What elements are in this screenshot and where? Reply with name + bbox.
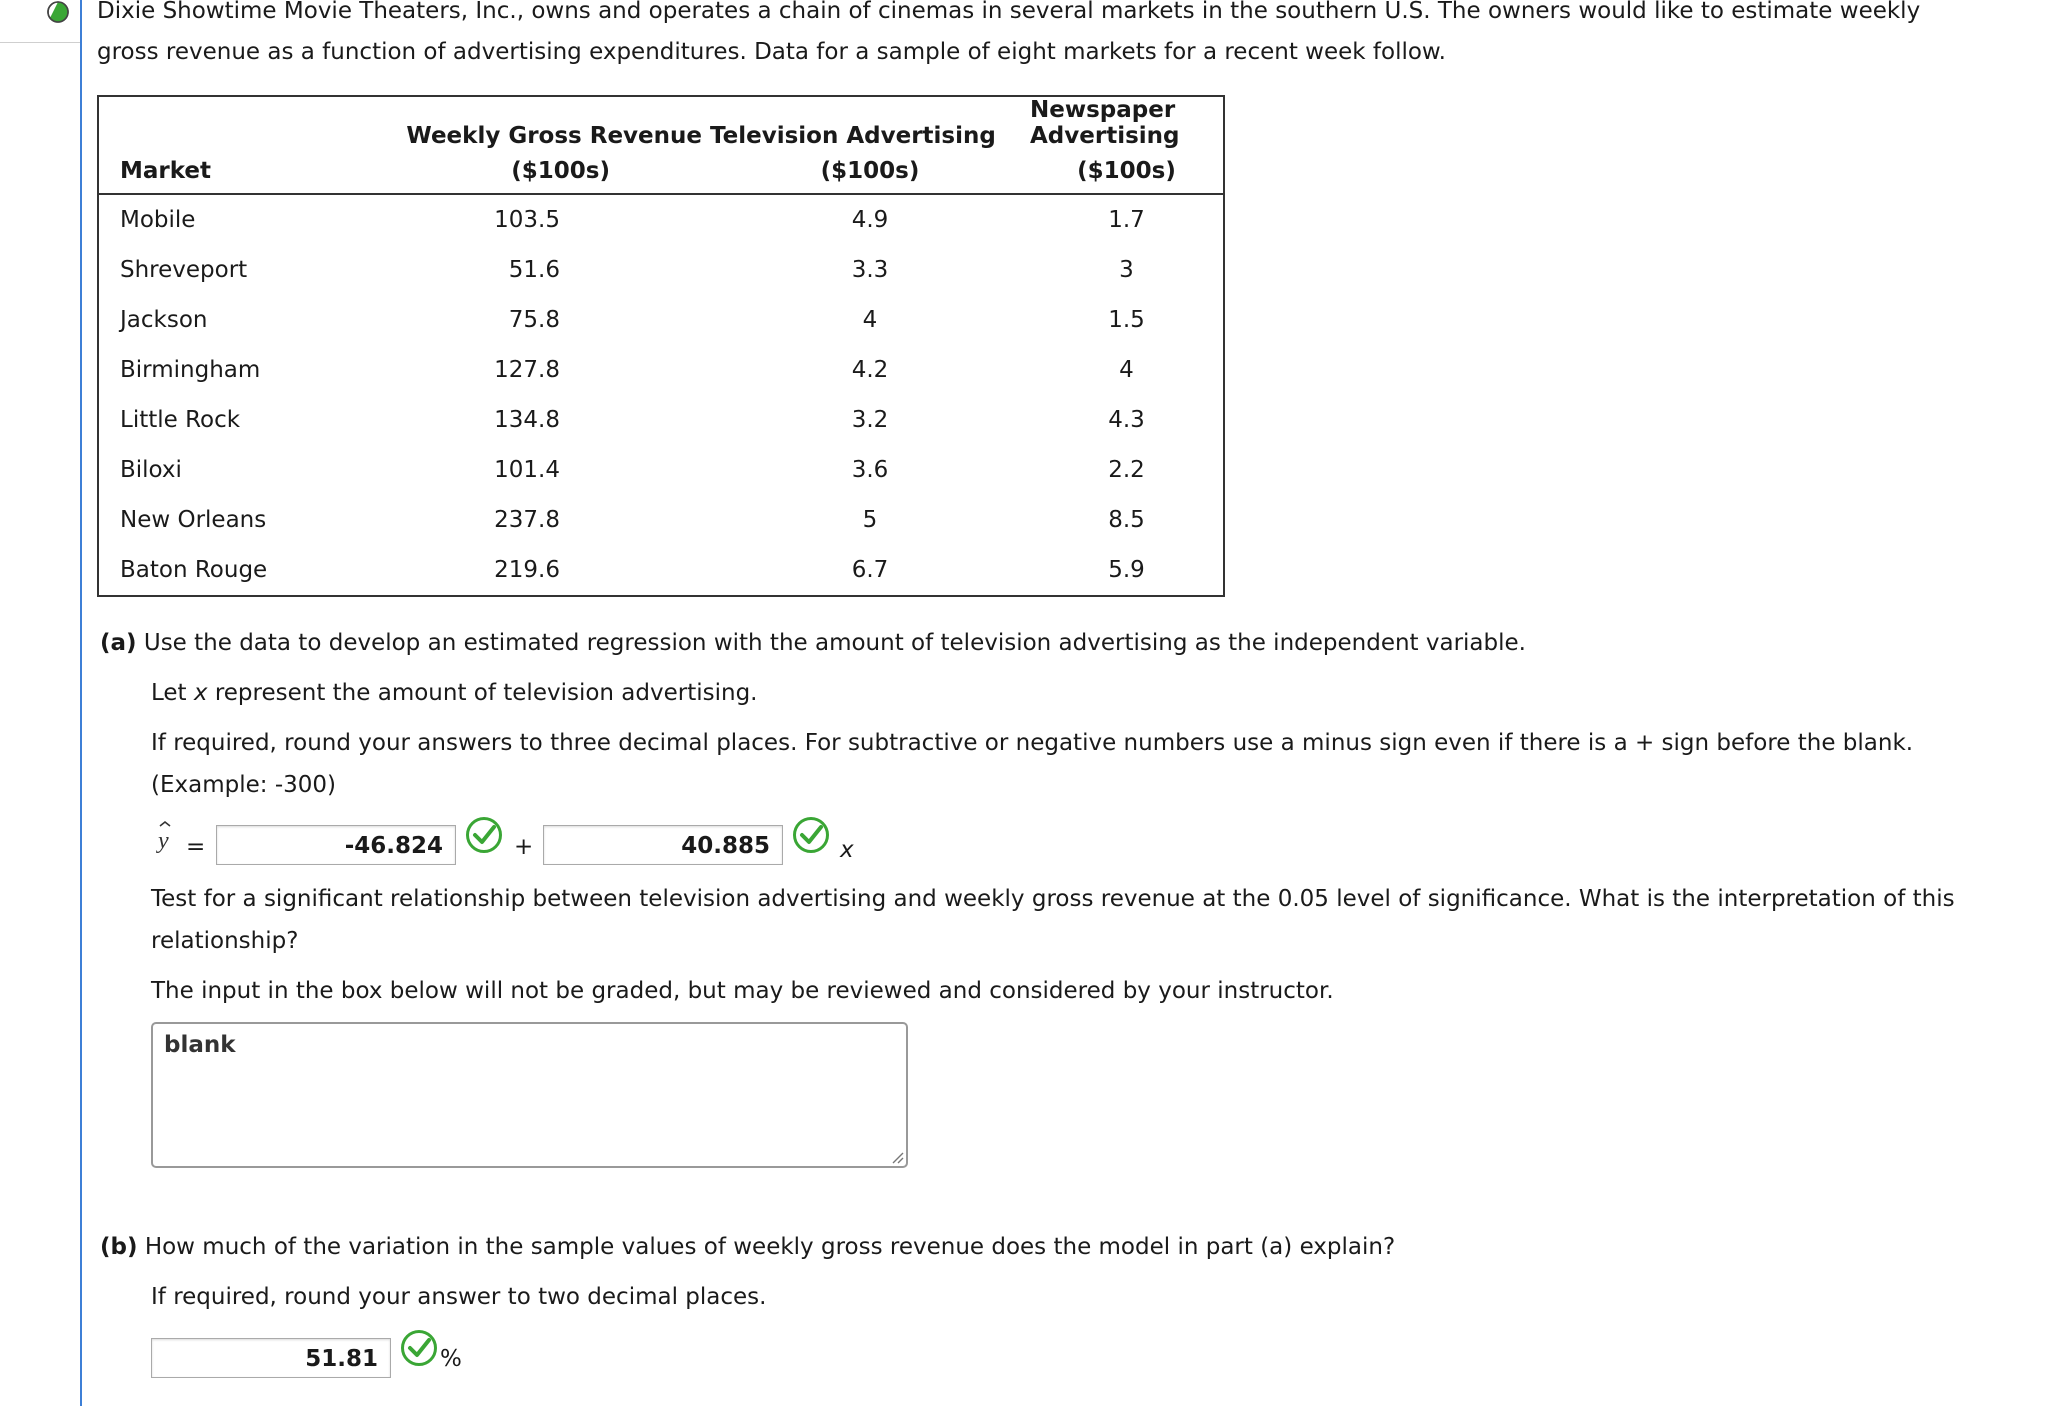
equals-sign: = bbox=[186, 834, 206, 860]
market-cell: Jackson bbox=[120, 307, 208, 333]
newspaper-cell: 1.5 bbox=[1108, 307, 1145, 333]
correct-check-icon bbox=[792, 816, 830, 854]
revenue-cell: 75.8 bbox=[508, 307, 560, 333]
table-header-row bbox=[98, 149, 1224, 194]
tv-cell: 4 bbox=[862, 307, 878, 333]
market-cell: Mobile bbox=[120, 207, 196, 233]
header-cell: Newspaper Advertising bbox=[1030, 97, 1180, 149]
not-graded-note: The input in the box below will not be graded, but may be reviewed and considered by your instructor. bbox=[151, 978, 1334, 1004]
revenue-cell: 237.8 bbox=[494, 507, 560, 533]
table-row bbox=[98, 295, 1224, 345]
newspaper-cell: 4 bbox=[1119, 357, 1134, 383]
header-cell-units: ($100s) bbox=[1030, 149, 1224, 194]
intro-text-line2: gross revenue as a function of advertising expenditures. Data for a sample of eight markets for a recent week follow. bbox=[97, 39, 1446, 65]
market-cell: Baton Rouge bbox=[120, 557, 268, 583]
tv-cell: 6.7 bbox=[851, 557, 889, 583]
revenue-cell: 51.6 bbox=[508, 257, 560, 283]
gutter-divider bbox=[0, 42, 80, 43]
tv-cell: 4.9 bbox=[851, 207, 889, 233]
textarea-content: blank bbox=[164, 1032, 236, 1058]
intercept-answer-field[interactable]: -46.824 bbox=[216, 825, 456, 865]
correct-check-icon bbox=[465, 816, 503, 854]
test-question-line1: Test for a significant relationship between television advertising and weekly gross revenue at the 0.05 level of significance. What is the interpretation of this bbox=[151, 886, 1955, 912]
revenue-cell: 103.5 bbox=[494, 207, 560, 233]
market-cell: Little Rock bbox=[120, 407, 241, 433]
table-row bbox=[98, 495, 1224, 545]
left-gutter-line bbox=[80, 0, 82, 1406]
table-row bbox=[98, 245, 1224, 295]
tv-cell: 5 bbox=[862, 507, 878, 533]
table-row bbox=[98, 545, 1224, 596]
table-row bbox=[98, 395, 1224, 445]
partial-correct-icon bbox=[46, 0, 70, 24]
part-b-rounding: If required, round your answer to two decimal places. bbox=[151, 1284, 767, 1310]
interpretation-textarea[interactable] bbox=[151, 1022, 908, 1168]
plus-sign: + bbox=[514, 834, 534, 860]
revenue-cell: 101.4 bbox=[494, 457, 560, 483]
part-b-question bbox=[100, 1226, 1395, 1268]
tv-cell: 3.2 bbox=[851, 407, 889, 433]
newspaper-cell: 2.2 bbox=[1108, 457, 1145, 483]
newspaper-cell: 8.5 bbox=[1108, 507, 1145, 533]
data-table bbox=[97, 95, 1225, 597]
revenue-cell: 127.8 bbox=[494, 357, 560, 383]
x-symbol: x bbox=[840, 837, 854, 863]
table-header-row bbox=[98, 96, 1224, 149]
market-cell: New Orleans bbox=[120, 507, 267, 533]
part-a-let-line bbox=[151, 672, 757, 714]
part-a-rounding-line1: If required, round your answers to three decimal places. For subtractive or negative numbers use a minus sign even if there is a + sign before the blank. bbox=[151, 730, 1914, 756]
part-b-label: (b) bbox=[100, 1234, 138, 1260]
part-b-question-text: How much of the variation in the sample values of weekly gross revenue does the model in part (a) explain? bbox=[144, 1234, 1396, 1260]
percent-unit: % bbox=[440, 1346, 462, 1372]
table-row bbox=[98, 445, 1224, 495]
svg-text:y: y bbox=[158, 828, 169, 854]
y-hat-symbol bbox=[154, 820, 176, 856]
revenue-cell: 219.6 bbox=[494, 557, 560, 583]
tv-cell: 4.2 bbox=[851, 357, 889, 383]
table-row bbox=[98, 345, 1224, 395]
market-cell: Biloxi bbox=[120, 457, 182, 483]
intro-text-line1: Dixie Showtime Movie Theaters, Inc., owns and operates a chain of cinemas in several markets in the southern U.S. The owners would like to estimate weekly bbox=[97, 0, 1921, 24]
tv-cell: 3.6 bbox=[851, 457, 889, 483]
header-cell: Weekly Gross Revenue bbox=[406, 123, 702, 149]
part-a-rounding-line2: (Example: -300) bbox=[151, 772, 336, 798]
newspaper-cell: 3 bbox=[1119, 257, 1134, 283]
part-a-question-text: Use the data to develop an estimated regression with the amount of television advertising as the independent variable. bbox=[143, 630, 1526, 656]
resize-handle-icon[interactable] bbox=[890, 1150, 904, 1164]
correct-check-icon bbox=[400, 1329, 438, 1367]
header-cell-units: ($100s) bbox=[710, 149, 1030, 194]
newspaper-cell: 4.3 bbox=[1108, 407, 1145, 433]
let-suffix: represent the amount of television advertising. bbox=[207, 680, 758, 706]
let-prefix: Let bbox=[151, 680, 194, 706]
part-a-question bbox=[100, 622, 1526, 664]
test-question-line2: relationship? bbox=[151, 928, 299, 954]
table-row bbox=[98, 194, 1224, 245]
slope-answer-field[interactable]: 40.885 bbox=[543, 825, 783, 865]
revenue-cell: 134.8 bbox=[494, 407, 560, 433]
newspaper-cell: 5.9 bbox=[1108, 557, 1145, 583]
part-a-label: (a) bbox=[100, 630, 137, 656]
newspaper-cell: 1.7 bbox=[1108, 207, 1145, 233]
header-cell bbox=[98, 96, 310, 149]
market-cell: Shreveport bbox=[120, 257, 248, 283]
tv-cell: 3.3 bbox=[851, 257, 889, 283]
r-squared-answer-field[interactable]: 51.81 bbox=[151, 1338, 391, 1378]
market-cell: Birmingham bbox=[120, 357, 261, 383]
let-variable: x bbox=[193, 680, 208, 706]
header-cell-units: ($100s) bbox=[310, 149, 710, 194]
header-cell: Television Advertising bbox=[710, 123, 996, 149]
header-cell-market: Market bbox=[98, 149, 310, 194]
